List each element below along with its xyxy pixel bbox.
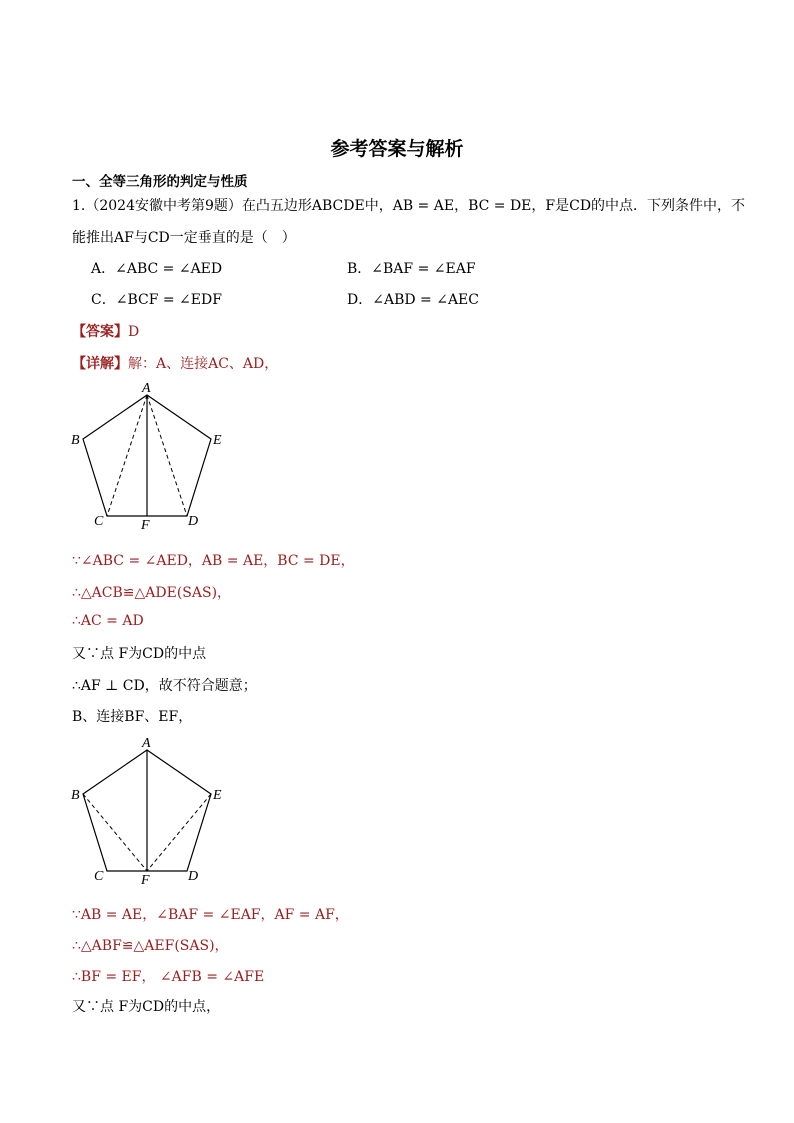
label-d: D bbox=[188, 869, 199, 884]
detail-line bbox=[72, 353, 278, 373]
segment-bf-dashed bbox=[83, 794, 147, 871]
label-b: B bbox=[71, 788, 80, 803]
segment-ad-dashed bbox=[147, 395, 187, 516]
page-title: 参考答案与解析 bbox=[330, 138, 464, 160]
option-d: D．∠ABD = ∠AEC bbox=[347, 292, 479, 308]
label-e: E bbox=[213, 433, 222, 448]
answer-value: D bbox=[128, 324, 140, 340]
part-b-line-2: ∴△ABF≌△AEF(SAS)， bbox=[72, 938, 229, 954]
label-a: A bbox=[142, 736, 151, 751]
part-a-line-5: ∴AF ⊥ CD，故不符合题意； bbox=[72, 678, 257, 694]
segment-ac-dashed bbox=[107, 395, 147, 516]
label-f: F bbox=[141, 518, 150, 533]
part-b-line-4: 又∵点 F为CD的中点， bbox=[72, 999, 221, 1015]
label-d: D bbox=[188, 514, 199, 529]
detail-intro: 解：A、连接AC、AD， bbox=[128, 356, 279, 372]
label-c: C bbox=[94, 514, 104, 529]
label-c: C bbox=[94, 869, 104, 884]
label-b: B bbox=[71, 433, 80, 448]
part-a-line-4: 又∵点 F为CD的中点 bbox=[72, 646, 207, 662]
part-b-intro: B、连接BF、EF， bbox=[72, 709, 193, 725]
label-a: A bbox=[142, 381, 151, 396]
part-b-line-3: ∴BF = EF， ∠AFB = ∠AFE bbox=[72, 969, 265, 985]
segment-ef-dashed bbox=[147, 794, 211, 871]
part-a-line-2: ∴△ACB≌△ADE(SAS)， bbox=[72, 585, 232, 601]
question-line-2: 能推出AF与CD一定垂直的是（ ） bbox=[72, 230, 296, 246]
option-b: B．∠BAF = ∠EAF bbox=[347, 261, 476, 277]
detail-label: 【详解】 bbox=[72, 356, 128, 372]
question-line-1: 1.（2024安徽中考第9题）在凸五边形ABCDE中，AB = AE，BC = DE，F是CD的中点．下列条件中，不 bbox=[72, 198, 746, 214]
part-b-line-1: ∵AB = AE，∠BAF = ∠EAF，AF = AF， bbox=[72, 907, 349, 923]
pentagon-figure-b bbox=[66, 733, 236, 888]
answer-line bbox=[72, 321, 139, 341]
option-c: C．∠BCF = ∠EDF bbox=[91, 292, 222, 308]
pentagon-figure-a bbox=[66, 378, 236, 533]
label-f: F bbox=[141, 873, 150, 888]
option-a: A．∠ABC = ∠AED bbox=[91, 261, 223, 277]
section-heading: 一、全等三角形的判定与性质 bbox=[72, 174, 248, 190]
part-a-line-3: ∴AC = AD bbox=[72, 613, 144, 629]
label-e: E bbox=[213, 788, 222, 803]
answer-label: 【答案】 bbox=[72, 324, 128, 340]
part-a-line-1: ∵∠ABC = ∠AED，AB = AE，BC = DE， bbox=[72, 553, 355, 569]
